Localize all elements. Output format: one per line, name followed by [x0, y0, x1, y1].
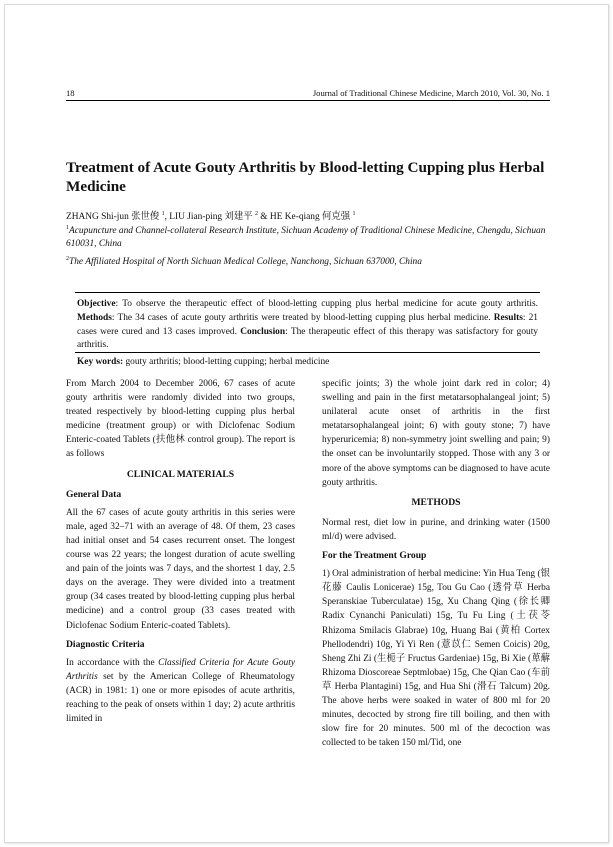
- methods-paragraph: Normal rest, diet low in purine, and drinking water (1500 ml/d) were advised.: [322, 517, 550, 542]
- author-name: LIU Jian-ping 刘建平: [169, 212, 255, 223]
- abstract-results-label: Results: [493, 312, 523, 323]
- keywords: [77, 356, 538, 368]
- right-column: [322, 377, 550, 750]
- author-separator: ,: [164, 212, 170, 223]
- header-divider: [66, 100, 550, 101]
- author-name: HE Ke-qiang 何克强: [269, 212, 353, 223]
- abstract-conclusion-label: Conclusion: [240, 326, 286, 337]
- abstract-results-text: : 21 cases were cured and 13 cases improved.: [77, 312, 538, 337]
- abstract-objective-text: : To observe the therapeutic effect of blood-letting cupping plus herbal medicine for acute gouty arthritis.: [115, 299, 538, 309]
- affiliation-text: Acupuncture and Channel-collateral Research Institute, Sichuan Academy of Traditional Chinese Medicine, Chengdu, Sichuan 610031, China: [66, 226, 546, 249]
- keywords-text: gouty arthritis; blood-letting cupping; herbal medicine: [123, 357, 330, 367]
- abstract-keywords-rule: [75, 352, 540, 353]
- journal-citation: Journal of Traditional Chinese Medicine, March 2010, Vol. 30, No. 1: [312, 88, 550, 98]
- general-data-paragraph: All the 67 cases of acute gouty arthritis in this series were male, aged 32–71 with an average of 48. Of them, 23 cases had initial onset and 54 cases recurrent onset. The longest course was 22 years; the longest duration of acute swelling and pain of the joints was 7 days, and the shortest 1 day, 2.5 days on the average. They were divided into a treatment group (34 cases treated by blood-letting cupping plus herbal medicine) and a control group (33 cases treated with Diclofenac Sodium Enteric-coated Tablets).: [66, 507, 295, 631]
- diagnostic-criteria-paragraph: [66, 656, 295, 726]
- author-affil-marker: 2: [254, 211, 258, 217]
- diag-criteria-title: Classified Criteria for Acute Gouty Arthritis: [66, 657, 295, 682]
- section-heading-clinical-materials: CLINICAL MATERIALS: [126, 468, 235, 480]
- left-column: [66, 377, 295, 726]
- affiliation-marker: 2: [66, 256, 69, 262]
- abstract-objective-label: Objective: [77, 299, 116, 309]
- subheading-general-data: General Data: [66, 488, 122, 500]
- affiliation-text: The Affiliated Hospital of North Sichuan Medical College, Nanchong, Sichuan 637000, China: [69, 257, 422, 268]
- article-title: Treatment of Acute Gouty Arthritis by Blood-letting Cupping plus Herbal Medicine: [66, 159, 545, 195]
- abstract-methods-label: Methods: [77, 312, 112, 323]
- diagnostic-continuation-paragraph: specific joints; 3) the whole joint dark red in color; 4) swelling and pain in the first metatarsophalangeal joint; 5) unilateral acute onset of arthritis in the first metatarsophalangeal joint; 6) with gouty stone; 7) have hyperuricemia; 8) non-symmetry joint swelling and pain; 9) the onset can be involuntarily stopped. Those with any 3 or more of the above symptoms can be diagnosed to have acute gouty arthritis.: [322, 379, 550, 488]
- subheading-diagnostic-criteria: Diagnostic Criteria: [66, 638, 145, 650]
- affiliation: [66, 253, 550, 269]
- abstract: [77, 298, 538, 353]
- abstract-top-rule: [75, 292, 540, 293]
- diag-text-start: In accordance with the: [66, 657, 159, 668]
- keywords-label: Key words:: [77, 357, 124, 367]
- author-name: ZHANG Shi-jun 张世俊: [66, 212, 162, 223]
- affiliation-marker: 1: [66, 225, 69, 231]
- author-separator: &: [257, 212, 270, 223]
- intro-paragraph: From March 2004 to December 2006, 67 cases of acute gouty arthritis were randomly divided into two groups, treated respectively by blood-letting cupping plus herbal medicine (treatment group) or with Diclofenac Sodium Enteric-coated Tablets (扶他林 control group). The report is as follows: [66, 379, 295, 460]
- treatment-paragraph: 1) Oral administration of herbal medicine: Yin Hua Teng (银花藤 Caulis Lonicerae) 15g, Tou Gu Cao (透骨草 Herba Speranskiae Tuberculatae) 15g, Xu Chang Qing (徐长卿 Radix Cynanchi Paniculati) 15g, Tu Fu Ling (土茯苓 Rhizoma Smilacis Glabrae) 10g, Huang Bai (黄柏 Cortex Phellodendri) 10g, Yi Yi Ren (薏苡仁 Semen Coicis) 20g, Sheng Zhi Zi (生栀子 Fructus Gardeniae) 15g, Bi Xie (萆薢 Rhizoma Dioscoreae Septmlobae) 15g, Che Qian Cao (车前草 Herba Plantagini) 15g, and Hua Shi (滑石 Talcum) 20g. The above herbs were soaked in water of 800 ml for 20 minutes, decocted by strong fire till boiling, and then with slow fire for 20 minutes. 500 ml of the decoction was collected to be taken 150 ml/Tid, one: [322, 569, 550, 749]
- diag-text-end: set by the American College of Rheumatology (ACR) in 1981: 1) one or more episodes of acute arthritis, reaching to the peak of onsets within 1 day; 2) acute arthritis limited in: [66, 671, 295, 725]
- page-number: 18: [66, 88, 75, 98]
- author-affil-marker: 1: [352, 211, 356, 217]
- abstract-conclusion-text: : The therapeutic effect of this therapy was satisfactory for gouty arthritis.: [77, 326, 538, 351]
- author-affil-marker: 1: [161, 211, 165, 217]
- abstract-methods-text: : The 34 cases of acute gouty arthritis were treated by blood-letting cupping plus herbal medicine.: [111, 312, 494, 323]
- affiliation: [66, 222, 550, 250]
- subheading-treatment-group: For the Treatment Group: [322, 550, 427, 562]
- section-heading-methods: METHODS: [411, 496, 461, 508]
